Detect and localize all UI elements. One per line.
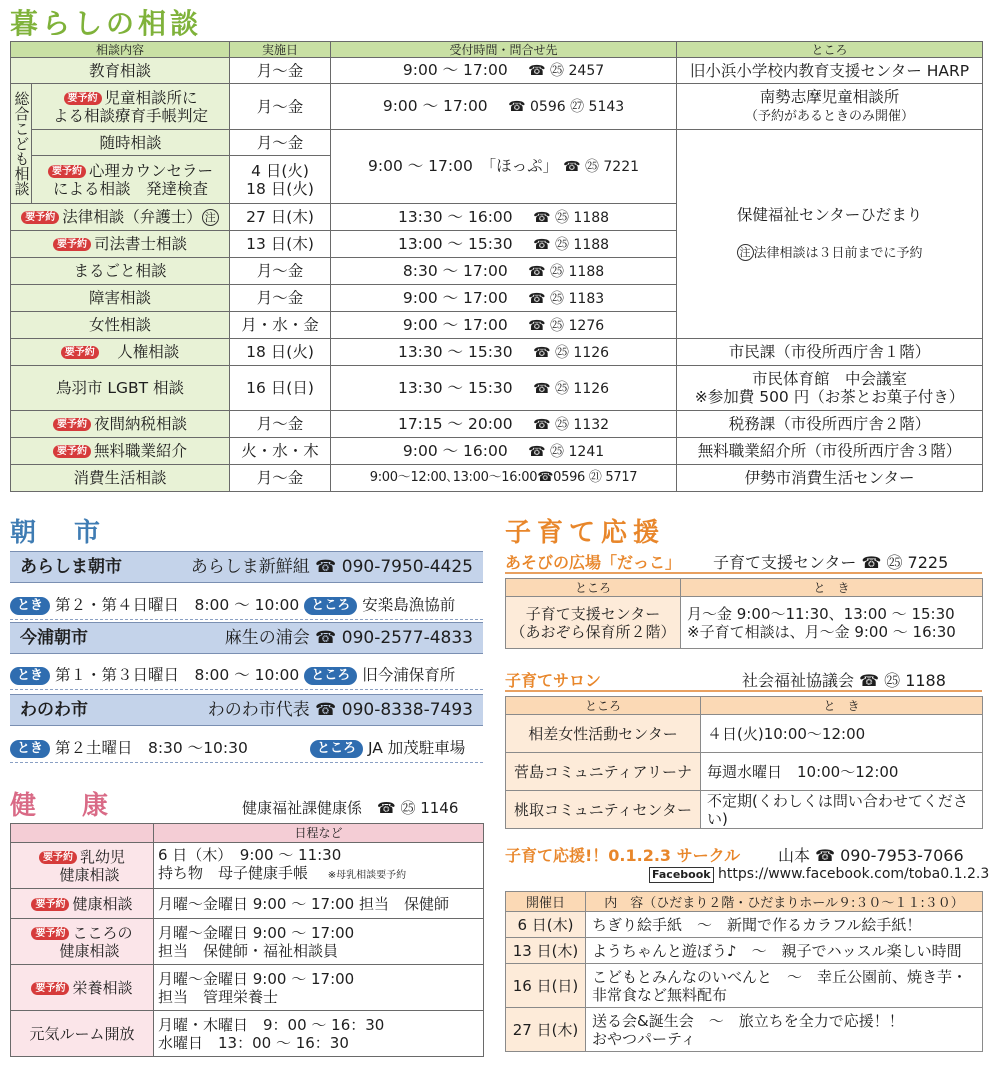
table-row: 要予約 栄養相談 月曜〜金曜日 9:00 〜 17:00 担当 管理栄養士 (11, 965, 484, 1011)
circle-table: 開催日 内 容（ひだまり２階・ひだまりホール９:３０〜１１:３０） 6 日(木) ちぎり絵手紙 〜 新聞で作るカラフル絵手紙！ 13 日(木) ようちゃんと遊ぼう♪ 〜 親子でハッスル楽しい時間 16 日(日) こどもとみんなのいべんと 〜 幸丘公園前、焼き芋・ 非常食など無料配布 27 日(木) 送る会&誕生会 〜 旅立ちを全力で応援！！ おやつパーティ (505, 891, 983, 1052)
table-row: 16 日(日) こどもとみんなのいべんと 〜 幸丘公園前、焼き芋・ 非常食など無料配布 (506, 964, 983, 1008)
facebook-icon: Facebook (649, 867, 714, 883)
dakko-title: あそびの広場「だっこ」 (505, 553, 682, 572)
table-row: 要予約 司法書士相談 13 日(木) 13:00 〜 15:30 ☎ ㉕ 1188 (11, 231, 983, 258)
market-header: わのわ市 わのわ市代表 ☎ 090-8338-7493 (10, 694, 483, 726)
table-row: 要予約 こころの 健康相談 月曜〜金曜日 9:00 〜 17:00 担当 保健師・福祉相談員 (11, 919, 484, 965)
circle-contact: 山本 ☎ 090-7953-7066 (778, 846, 964, 865)
table-row: まるごと相談 月〜金 8:30 〜 17:00 ☎ ㉕ 1188 (11, 258, 983, 285)
divider (505, 572, 982, 574)
tokoro-badge: ところ (304, 597, 357, 615)
table-row: 要予約 法律相談（弁護士） 注 27 日(木) 13:30 〜 16:00 ☎ ㉕ 1188 (11, 204, 983, 231)
hidamari-place: 保健福祉センターひだまり (736, 205, 923, 224)
salon-table: ところ と き 相差女性活動センター ４日(火)10:00〜12:00 菅島コミュニティアリーナ 毎週水曜日 10:00〜12:00 桃取コミュニティセンター 不定期(くわしくは問い合わせてください) (505, 696, 983, 829)
table-row: 随時相談 月〜金 9:00 〜 17:00 「ほっぷ」 ☎ ㉕ 7221 保健福祉センターひだまり 注 法律相談は３日前までに予約 (11, 130, 983, 156)
kurashi-table (10, 41, 983, 492)
req-badge: 要予約 (64, 92, 102, 105)
table-row: 総合こども相談 要予約 児童相談所に よる相談療育手帳判定 月〜金 9:00 〜 17:00 ☎ 0596 ㉗ 5143 南勢志摩児童相談所 （予約があるときのみ開催） (11, 84, 983, 130)
toki-badge: とき (10, 597, 50, 615)
kosodate-title: 子育て応援 (505, 518, 666, 548)
header-day: 実施日 (230, 42, 331, 58)
header-time: 受付時間・問合せ先 (331, 42, 677, 58)
kurashi-title: 暮らしの相談 (10, 7, 203, 40)
hidamari-note: 法律相談は３日前までに予約 (753, 245, 923, 261)
table-row: 元気ルーム開放 月曜・木曜日 9：00 〜 16：30 水曜日 13：00 〜 16：30 (11, 1011, 484, 1057)
table-row: 27 日(木) 送る会&誕生会 〜 旅立ちを全力で応援！！ おやつパーティ (506, 1008, 983, 1052)
header-naiyo: 相談内容 (11, 42, 230, 58)
table-row: 桃取コミュニティセンター 不定期(くわしくは問い合わせてください) (506, 791, 983, 829)
table-row: 要予約 人権相談 18 日(火) 13:30 〜 15:30 ☎ ㉕ 1126 市民課（市役所西庁舎１階） (11, 339, 983, 366)
table-row: 子育て支援センター （あおぞら保育所２階） 月〜金 9:00〜11:30、13:00 〜 15:30 ※子育て相談は、月〜金 9:00 〜 16:30 (506, 597, 983, 649)
side-label: 総合こども相談 (11, 84, 32, 204)
table-row: 要予約 無料職業紹介 火・水・木 9:00 〜 16:00 ☎ ㉕ 1241 無料職業紹介所（市役所西庁舎３階） (11, 438, 983, 465)
table-row: 6 日(木) ちぎり絵手紙 〜 新聞で作るカラフル絵手紙！ (506, 912, 983, 938)
header-place: ところ (677, 42, 983, 58)
table-row: 消費生活相談 月〜金 9:00〜12:00､13:00〜16:00☎0596 ㉑ 5717 伊勢市消費生活センター (11, 465, 983, 492)
asaichi-title: 朝 市 (10, 518, 107, 548)
table-row: 要予約 心理カウンセラー による相談 発達検査 4 日(火) 18 日(火) (11, 156, 983, 204)
kenko-title: 健 康 (10, 791, 119, 821)
salon-title: 子育てサロン (505, 671, 602, 690)
table-row: 要予約 健康相談 月曜〜金曜日 9:00 〜 17:00 担当 保健師 (11, 889, 484, 919)
facebook-link[interactable]: Facebook https://www.facebook.com/toba0.1.2.3 (649, 866, 989, 883)
table-row: 教育相談 月〜金 9:00 〜 17:00 ☎ ㉕ 2457 旧小浜小学校内教育支援センター HARP (11, 58, 983, 84)
market-info: とき 第２土曜日 8:30 〜10:30 ところ JA 加茂駐車場 (10, 733, 483, 763)
table-row: 要予約 乳幼児 健康相談 6 日（木） 9:00 〜 11:30 持ち物 母子健康手帳 ※母乳相談要予約 (11, 843, 484, 889)
kenko-contact: 健康福祉課健康係 ☎ ㉕ 1146 (242, 799, 459, 817)
market-header: 今浦朝市 麻生の浦会 ☎ 090-2577-4833 (10, 622, 483, 654)
table-row: 鳥羽市 LGBT 相談 16 日(日) 13:30 〜 15:30 ☎ ㉕ 1126 市民体育館 中会議室 ※参加費 500 円（お茶とお菓子付き） (11, 366, 983, 411)
circle-title: 子育て応援!！0.1.2.3 サークル (505, 846, 741, 865)
market-header: あらしま朝市 あらしま新鮮組 ☎ 090-7950-4425 (10, 551, 483, 583)
dakko-contact: 子育て支援センター ☎ ㉕ 7225 (713, 553, 949, 572)
dakko-table: ところ と き 子育て支援センター （あおぞら保育所２階） 月〜金 9:00〜11:30、13:00 〜 15:30 ※子育て相談は、月〜金 9:00 〜 16:30 (505, 578, 983, 649)
table-row: 要予約 夜間納税相談 月〜金 17:15 〜 20:00 ☎ ㉕ 1132 税務課（市役所西庁舎２階） (11, 411, 983, 438)
market-info: とき 第１・第３日曜日 8:00 〜 10:00 ところ 旧今浦保育所 (10, 660, 483, 690)
kenko-table (10, 823, 484, 1057)
divider (505, 690, 982, 692)
market-info: とき 第２・第４日曜日 8:00 〜 10:00 ところ 安楽島漁協前 (10, 590, 483, 620)
table-row: 女性相談 月・水・金 9:00 〜 17:00 ☎ ㉕ 1276 (11, 312, 983, 339)
table-row: 障害相談 月〜金 9:00 〜 17:00 ☎ ㉕ 1183 (11, 285, 983, 312)
table-row: 菅島コミュニティアリーナ 毎週水曜日 10:00〜12:00 (506, 753, 983, 791)
salon-contact: 社会福祉協議会 ☎ ㉕ 1188 (742, 671, 946, 690)
table-row: 13 日(木) ようちゃんと遊ぼう♪ 〜 親子でハッスル楽しい時間 (506, 938, 983, 964)
table-row: 相差女性活動センター ４日(火)10:00〜12:00 (506, 715, 983, 753)
kenko-header: 日程など (154, 824, 484, 843)
